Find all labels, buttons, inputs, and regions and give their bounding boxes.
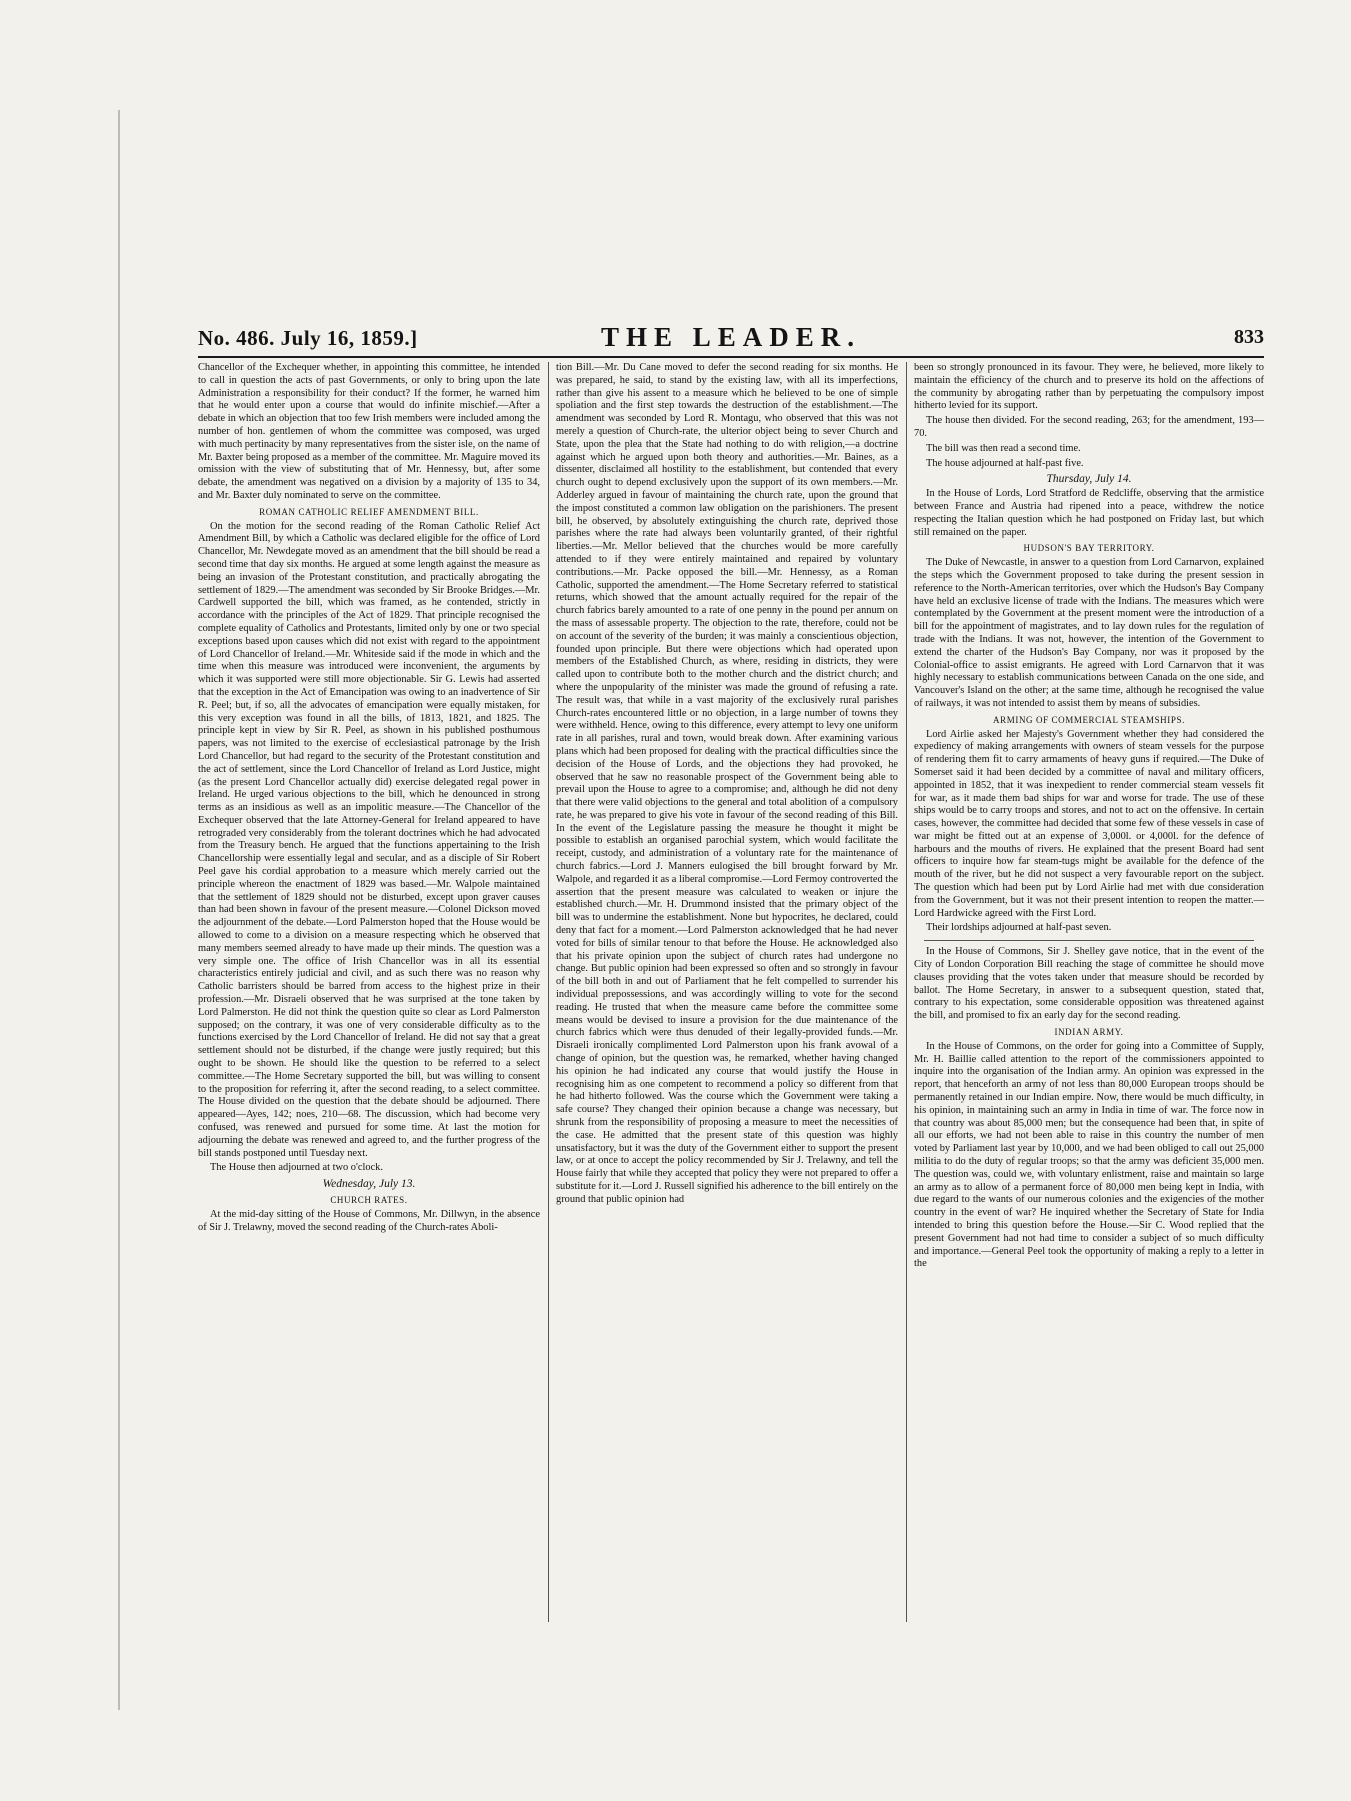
paragraph: The house then divided. For the second reading, 263; for the amendment, 193—70.: [914, 415, 1264, 439]
column-rule: [548, 362, 549, 1622]
paragraph: The Duke of Newcastle, in answer to a question from Lord Carnarvon, explained the steps which the Government proposed to take during the present session in reference to the North-American territories, over which the Hudson's Bay Company have held an exclusive license of trade with the Indians. The measures which were contemplated by the Government at the present moment were the introduction of a bill for the appointment of magistrates, and to lay down rules for the regulation of trade with the Indians. It was not, however, the intention of the Government to extend the charter of the Hudson's Bay Company, nor was it proposed by the Colonial-office to assist emigrants. He agreed with Lord Carnarvon that it was highly necessary to establish communications between Canada on the one side, and Vancouver's Island on the other; at the same time, although he recognised the value of railways, it was not intended to assist them by means of subsidies.: [914, 557, 1264, 709]
paragraph: In the House of Commons, on the order for going into a Committee of Supply, Mr. H. Baillie called attention to the report of the commissioners appointed to inquire into the organisation of the Indian army. An opinion was expressed in the report, that henceforth an army of not less than 80,000 European troops should be permanently retained in our Indian empire. Now, there would be much difficulty, in his opinion, in maintaining such an army in India in time of war. The force now in that country was about 85,000 men; but the consequence had been that, in spite of all our efforts, we had not been able to raise in this country the number of men voted by Parliament last year by 10,000, and we had been obliged to call out 25,000 militia to do the duty of regular troops; so that the army was deficient 35,000 men. The question was, could we, with voluntary enlistment, raise and maintain so large an army as to allow of a permanent force of 80,000 men being kept in India, with due regard to the wants of our numerous colonies and the exigencies of the mother country in the event of war? He inquired whether the Secretary of State for India intended to bring this question before the House.—Sir C. Wood replied that the present Government had not had time to consider a subject of so much difficulty and importance.—General Peel took the opportunity of making a reply to a letter in the: [914, 1040, 1264, 1270]
paragraph: tion Bill.—Mr. Du Cane moved to defer the second reading for six months. He was prepared, he said, to stand by the existing law, with all its imperfections, rather than give his assent to a measure which he believed to be one of simple spoliation and the first step towards the destruction of the establishment.—The amendment was seconded by Lord R. Montagu, who observed that this was not merely a question of Church-rate, the ulterior object being to sever Church and State, upon the plea that the State had nothing to do with religion,—a doctrine against which he argued upon both theory and authorities.—Mr. Baines, as a dissenter, disclaimed all hostility to the establishment, but contended that every church ought to depend exclusively upon the support of its own members.—Mr. Adderley argued in favour of maintaining the church rate, upon the ground that the impost constituted a common law obligation on the parishioners. The present bill, he observed, by absolutely extinguishing the church rate, deprived those parishes where the rate had always been voluntarily granted, of their rightful liberties.—Mr. Mellor believed that the churches would be more carefully attended to if they were entirely maintained and repaired by voluntary contributions.—Mr. Packe opposed the bill.—Mr. Hennessy, as a Roman Catholic, supported the amendment.—The Home Secretary referred to statistical returns, which showed that the amount actually required for the repair of the church fabrics barely amounted to a rate of one penny in the pound per annum on the mass of assessable property. The objection to the rate, therefore, could not be on account of the severity of the burden; it was mainly a conscientious objection, founded upon principle. But there were objections which had operated upon members of the Established Church, as where, residing in districts, they were called upon to contribute both to the mother church and the district church; and where the unpopularity of the minister was made the ground of refusing a rate. The result was, that while in a vast majority of the exclusively rural parishes Church-rates encountered little or no objection, in a large number of towns they were withheld. Hence, owing to this difference, every attempt to levy one uniform rate in all parishes, rural and town, would break down. After examining various plans which had been proposed for dealing with the practical difficulties since the decision of the House of Lords, and the objections they had provoked, he observed that he saw no reasonable prospect of the Government being able to prevail upon the House to agree to a compromise; and, although he did not deny that there were valid objections to the general and total abolition of a compulsory rate, he was prepared to give his vote in favour of the second reading of this Bill. In the event of the Legislature passing the measure he thought it might be possible to establish an organised parochial system, which would facilitate the receipt, custody, and administration of a voluntary rate for the maintenance of church fabrics.—Lord J. Manners eulogised the bill brought forward by Mr. Walpole, and regarded it as a liberal compromise.—Lord Fermoy controverted the assertion that the present measure was calculated to weaken or injure the established church.—Mr. H. Drummond insisted that the primary object of the bill was to undermine the establishment. None but hypocrites, he declared, could deny that fact for a moment.—Lord Palmerston acknowledged that he had never voted for bills of similar tenour to that before the House. He acknowledged also that his private opinion upon the subject of church rates had undergone no change. But public opinion had been expressed so often and so strongly in favour of the bill both in and out of Parliament that he felt compelled to surrender his individual prepossessions, and was accordingly willing to vote for the second reading. He trusted that when the measure came before the committee some means would be devised to insure a provision for the due maintenance of the church fabrics which were thus denuded of their legally-provided funds.—Mr. Disraeli ironically complimented Lord Palmerston upon his frank avowal of a change of opinion, but the question was, he remarked, whether having changed his opinion he had indicated any course that would justify the House in recognising him as one competent to recommend a policy so different from that he had hitherto followed. Was the course which the Government were taking a safe course? They changed their opinion because a change was necessary, but shrunk from the responsibility of proposing a measure to meet the necessities of the case. He admitted that the present state of this question was highly unsatisfactory, but it was the duty of the Government either to support the present law, or at once to accept the policy recommended by Sir J. Trelawny, and tell the House fairly that while they accepted that policy they were not prepared to offer a substitute for it.—Lord J. Russell signified his adherence to the bill entirely on the ground that public opinion had: [556, 362, 898, 1205]
paragraph: been so strongly pronounced in its favour. They were, he believed, more likely to maintain the efficiency of the church and to preserve its hold on the affections of the community by abrogating rather than by perpetuating the compulsory impost hitherto levied for its support.: [914, 362, 1264, 412]
date-heading: Wednesday, July 13.: [322, 1178, 416, 1191]
page-number: 833: [1234, 326, 1264, 348]
masthead-rule: [198, 356, 1264, 358]
paragraph: At the mid-day sitting of the House of Commons, Mr. Dillwyn, in the absence of Sir J. Trelawny, moved the second reading of the Church-rates Aboli-: [198, 1208, 540, 1233]
date-heading: Thursday, July 14.: [1046, 473, 1132, 486]
column-rule: [906, 362, 907, 1622]
newspaper-title: THE LEADER.: [600, 322, 862, 352]
paragraph: The House then adjourned at two o'clock.: [210, 1162, 383, 1174]
paragraph: Lord Airlie asked her Majesty's Government whether they had considered the expediency of making arrangements with owners of steam vessels for the purpose of rendering them fit to carry armaments of heavy guns if required.—The Duke of Somerset said it had been decided by a committee of naval and military officers, appointed in 1852, that it was inexpedient to render commercial steam vessels fit for war, as it made them bad ships for war and worse for trade. The use of these ships would be to carry troops and stores, and not to act on the offensive. In certain cases, however, the committee had decided that some few of these vessels in case of war might be fitted out at an expense of 3,000l. or 4,000l. for the defence of harbours and the mouths of rivers. He explained that the present Board had sent officers to inquire how far steam-tugs might be available for the defence of the mouth of the river, but he did not suspect a very favourable report on the subject. The question which had been put by Lord Airlie had met with due consideration from the Government, but it was not their present intention to reopen the matter.—Lord Hardwicke agreed with the First Lord.: [914, 728, 1264, 919]
section-heading: INDIAN ARMY.: [1054, 1027, 1124, 1038]
paragraph: Chancellor of the Exchequer whether, in appointing this committee, he intended to call in question the acts of past Governments, or only to bring upon the late Administration a responsibility for their conduct? If the former, he warned him that he would enter upon a course that would do infinite mischief.—After a debate in which an objection that too few Irish members were included among the number of hon. gentlemen of whom the committee was composed, was urged with much pertinacity by many representatives from the sister isle, on the name of Mr. Baxter being proposed as a member of the committee. Mr. Maguire moved its omission with the view of substituting that of Mr. Hennessy, but, after some debate, the amendment was negatived on a division by a majority of 135 to 34, and Mr. Baxter duly nominated to serve on the committee.: [198, 362, 540, 501]
section-heading: ROMAN CATHOLIC RELIEF AMENDMENT BILL.: [259, 506, 479, 517]
section-heading: ARMING OF COMMERCIAL STEAMSHIPS.: [993, 714, 1185, 725]
masthead: [198, 320, 1264, 354]
paragraph: The bill was then read a second time.: [926, 442, 1081, 454]
page-binding-edge: [118, 110, 120, 1710]
paragraph: Their lordships adjourned at half-past seven.: [926, 922, 1112, 934]
paragraph: In the House of Lords, Lord Stratford de Redcliffe, observing that the armistice between France and Austria had ripened into a peace, withdrew the notice respecting the Italian question which he had postponed on Friday last, but which still remained on the paper.: [914, 488, 1264, 538]
paragraph: On the motion for the second reading of the Roman Catholic Relief Act Amendment Bill, by which a Catholic was declared eligible for the office of Lord Chancellor, Mr. Newdegate moved as an amendment that the bill should be read a second time that day six months. He argued at some length against the measure as being an invasion of the Protestant constitution, and practically abrogating the settlement of 1829.—The amendment was seconded by Sir Brooke Bridges.—Mr. Cardwell supported the bill, which was framed, as he contended, strictly in accordance with the principles of the Act of 1829. That principle recognised the complete equality of Catholics and Protestants, limited only by one or two special exceptions based upon causes which did not exist with regard to the appointment of Lord Chancellor of Ireland.—Mr. Whiteside said if the mode in which and the time when this measure was introduced were inconvenient, the arguments by which it was supported were still more objectionable. Sir G. Lewis had asserted that the exception in the Act of Emancipation was owing to an inadvertence of Sir R. Peel; but, if so, all the advocates of emancipation were equally mistaken, for this very exception was found in all the bills, of 1813, 1821, and 1825. The principle kept in view by Sir R. Peel, as shown in his published posthumous papers, was not limited to the exercise of ecclesiastical patronage by the Irish Lord Chancellor, but had regard to the security of the Protestant constitution and the act of settlement, since the Lord Chancellor of Ireland as Lord Justice, might (as the present Lord Chancellor actually did) exercise delegated regal power in Ireland. He urged various objections to the bill, which he denounced in strong terms as an insidious as well as an impolitic measure.—The Chancellor of the Exchequer observed that the late Attorney-General for Ireland appeared to have retrograded very considerably from the tolerant doctrines which he had advocated from the Treasury bench. He argued that the functions appertaining to the Irish Chancellorship were essentially legal and secular, and as a disciple of Sir Robert Peel gave his cordial approbation to a measure which merely carried out the principle whereon the enactment of 1829 was based.—Mr. Walpole maintained that the settlement of 1829 should not be disturbed, except upon graver causes than had been shown in favour of the present measure.—Colonel Dickson moved the adjournment of the debate.—Lord Palmerston hoped that the House would be allowed to come to a division on a measure respecting which he observed that many members seemed already to have made up their minds. The question was a very simple one. The office of Irish Chancellor was in all its essential characteristics entirely judicial and civil, and as such there was no reason why Catholic barristers should be barred from access to the highest prize in their profession.—Mr. Disraeli observed that he was surprised at the tone taken by Lord Palmerston. He did not think the question quite so clear as Lord Palmerston supposed; on the contrary, it was one of very considerable difficulty as to the functions exercised by the Lord Chancellor of Ireland. He did not say that a great settlement should not be disturbed, if the change were justly required; but this ought to be shown. He should like the question to be referred to a select committee.—The Home Secretary supported the bill, but was willing to consent to the proposition for referring it, after the second reading, to a select committee. The House divided on the question that the debate should be adjourned. There appeared—Ayes, 142; noes, 210—68. The discussion, which had become very confused, was renewed and pursued for some time. At last the motion for adjourning the debate was renewed and agreed to, and the further progress of the bill stands postponed until Tuesday next.: [198, 520, 540, 1159]
text-column-3: [914, 362, 1264, 1622]
paragraph: In the House of Commons, Sir J. Shelley gave notice, that in the event of the City of London Corporation Bill reaching the stage of committee he should move clauses providing that the votes taken under that measure should be recorded by ballot. The Home Secretary, in answer to a subsequent question, stated that, contrary to his expectation, some considerable opposition was threatened against the bill, and promised to fix an early day for the second reading.: [914, 946, 1264, 1022]
text-column-2: [556, 362, 898, 1622]
text-column-1: [198, 362, 540, 1622]
section-heading: CHURCH RATES.: [330, 1195, 408, 1205]
section-divider: [924, 940, 1254, 941]
section-heading: HUDSON'S BAY TERRITORY.: [1023, 543, 1155, 554]
paragraph: The house adjourned at half-past five.: [926, 457, 1084, 469]
issue-date: No. 486. July 16, 1859.]: [198, 326, 418, 350]
